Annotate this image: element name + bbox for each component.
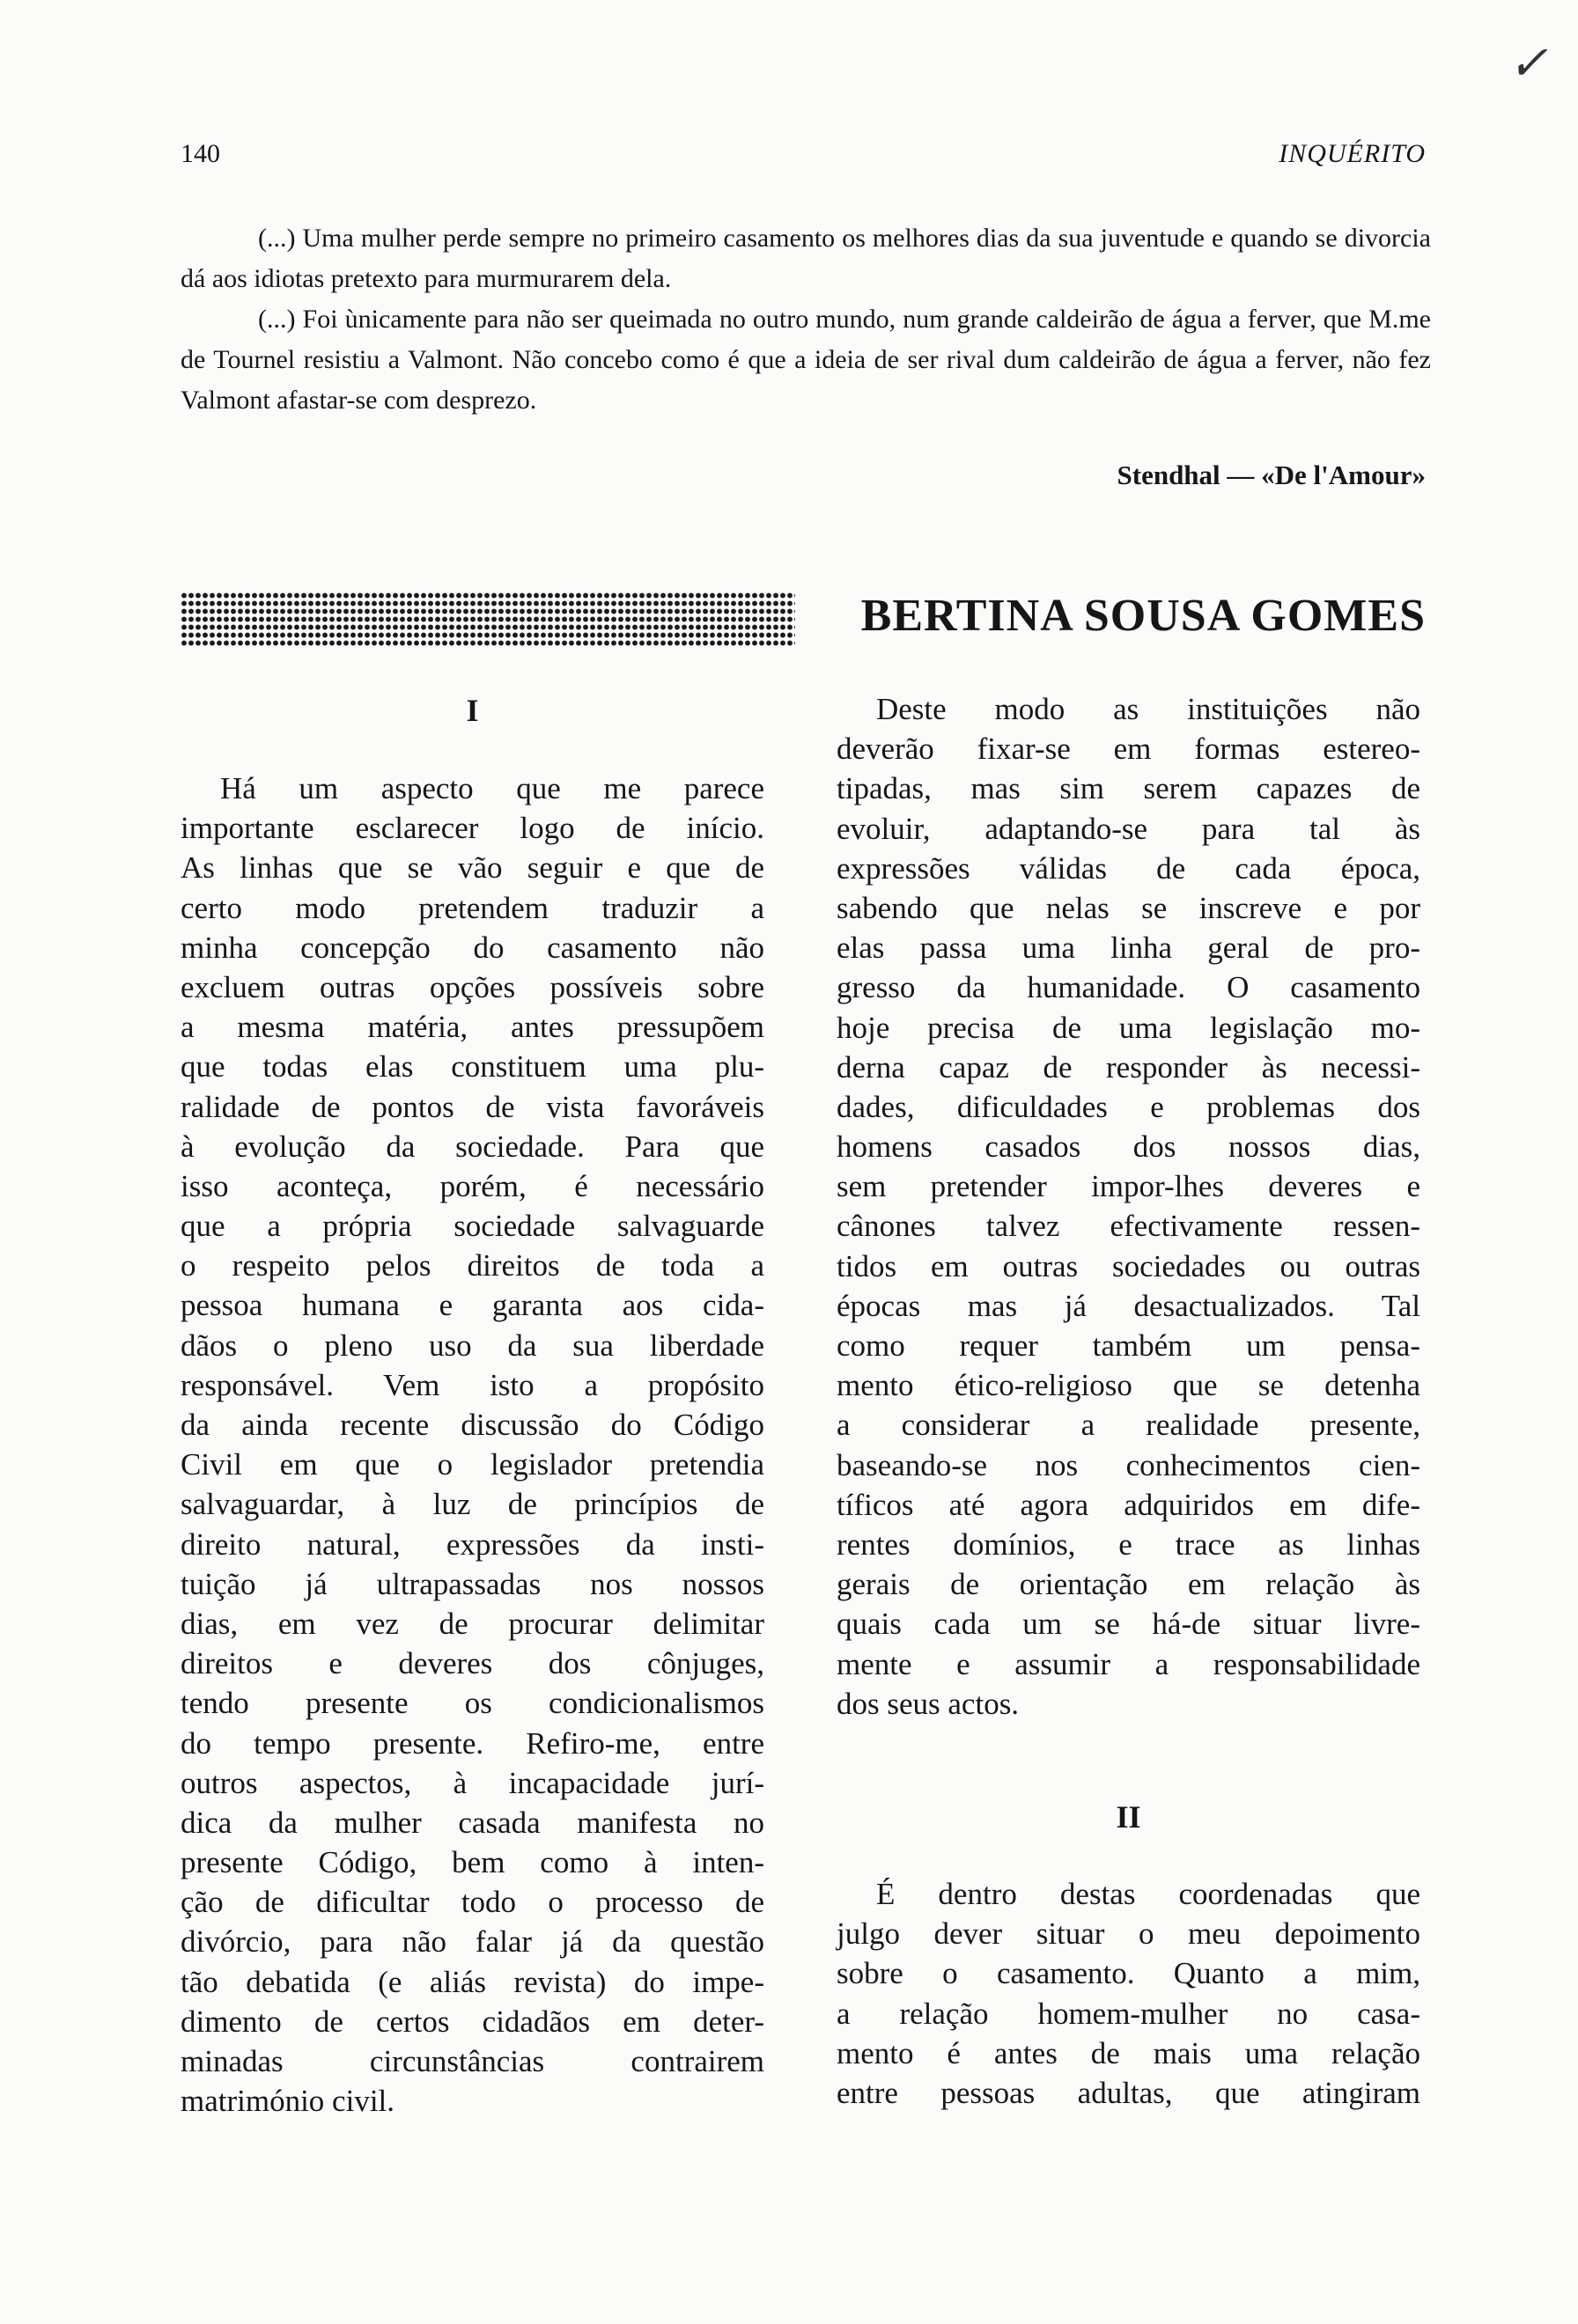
text-line: à evolução da sociedade. Para que [181,1129,764,1164]
text-line: Civil em que o legislador pretendia [181,1447,764,1482]
text-line: outros aspectos, à incapacidade jurí- [181,1765,764,1800]
text-line: que a própria sociedade salvaguarde [181,1209,764,1244]
text-line: importante esclarecer logo de início. [181,811,764,846]
text-line: cânones talvez efectivamente ressen- [837,1209,1420,1244]
text-line: ralidade de pontos de vista favoráveis [181,1089,764,1124]
text-line: gerais de orientação em relação às [837,1567,1420,1602]
text-line: derna capaz de responder às necessi- [837,1049,1420,1085]
epigraph-attribution: Stendhal — «De l'Amour» [1117,460,1426,490]
text-line: divórcio, para não falar já da questão [181,1924,764,1960]
text-line: mente e assumir a responsabilidade [837,1646,1420,1681]
text-line: matrimónio civil. [181,2084,395,2119]
text-line: minadas circunstâncias contrairem [181,2044,764,2078]
text-line: minha concepção do casamento não [181,930,764,965]
text-line: tidos em outras sociedades ou outras [837,1248,1420,1283]
text-line: quais cada um se há-de situar livre- [837,1607,1420,1642]
text-line: hoje precisa de uma legislação mo- [837,1010,1420,1045]
text-line: direitos e deveres dos cônjuges, [181,1646,764,1681]
text-line: presente Código, bem como à inten- [181,1845,764,1880]
text-line: certo modo pretendem traduzir a [181,890,764,925]
section-numeral-2: II [1116,1799,1141,1835]
author-name: BERTINA SOUSA GOMES [860,591,1426,641]
text-line: sobre o casamento. Quanto a mim, [837,1956,1420,1991]
text-line: Há um aspecto que me parece [220,771,764,805]
epigraph-paragraph-1: (...) Uma mulher perde sempre no primeiro casamento os melhores dias da sua juventude e quando se divorcia dá aos idiotas pretexto para murmurarem dela. [181,224,1431,293]
text-line: baseando-se nos conhecimentos cien- [837,1447,1420,1482]
text-line: gresso da humanidade. O casamento [837,970,1420,1005]
text-line: que todas elas constituem uma plu- [181,1049,764,1085]
section-numeral-1: I [466,693,479,728]
left-column-text [181,769,764,2121]
text-line: tuição já ultrapassadas nos nossos [181,1566,764,1601]
text-line: responsável. Vem isto a propósito [181,1367,764,1402]
text-line: É dentro destas coordenadas que [876,1877,1420,1911]
text-line: ção de dificultar todo o processo de [181,1885,764,1920]
text-line: tendo presente os condicionalismos [181,1686,764,1721]
text-line: a relação homem-mulher no casa- [837,1996,1420,2031]
text-line: rentes domínios, e trace as linhas [837,1526,1420,1562]
text-line: excluem outras opções possíveis sobre [181,969,764,1004]
text-line: salvaguardar, à luz de princípios de [181,1487,764,1522]
running-head: INQUÉRITO [1279,139,1426,168]
text-line: a mesma matéria, antes pressupõem [181,1010,764,1045]
text-line: tipadas, mas sim serem capazes de [837,771,1420,806]
text-line: da ainda recente discussão do Código [181,1408,764,1442]
text-line: dades, dificuldades e problemas dos [837,1089,1420,1124]
text-line: mento ético-religioso que se detenha [837,1368,1420,1403]
text-line: dãos o pleno uso da sua liberdade [181,1327,764,1363]
text-line: julgo dever situar o meu depoimento [837,1916,1420,1952]
text-line: épocas mas já desactualizados. Tal [837,1288,1420,1323]
decorative-dot-pattern [181,592,795,646]
text-line: dica da mulher casada manifesta no [181,1805,764,1840]
text-line: mento é antes de mais uma relação [837,2035,1420,2070]
text-line: sabendo que nelas se inscreve e por [837,890,1420,925]
text-line: pessoa humana e garanta aos cida- [181,1288,764,1323]
text-line: sem pretender impor-lhes deveres e [837,1169,1420,1204]
page-number: 140 [181,139,220,168]
text-line: o respeito pelos direitos de toda a [181,1248,764,1283]
text-line: tão debatida (e aliás revista) do impe- [181,1964,764,1999]
text-line: As linhas que se vão seguir e que de [181,850,764,886]
text-line: dias, em vez de procurar delimitar [181,1606,764,1641]
text-line: a considerar a realidade presente, [837,1408,1420,1443]
section-2-text [837,1874,1420,2113]
text-line: evoluir, adaptando-se para tal às [837,811,1420,846]
text-line: deverão fixar-se em formas estereo- [837,732,1420,767]
text-line: dos seus actos. [837,1686,1020,1721]
epigraph-paragraph-2: (...) Foi ùnicamente para não ser queimada no outro mundo, num grande caldeirão de água a ferver, que M.me de Tournel resistiu a Valmont. Não concebo como é que a ideia de ser rival dum caldeirão de água a ferver, não fez Valmont afastar-se com desprezo. [181,305,1431,415]
text-line: dimento de certos cidadãos em deter- [181,2004,764,2039]
text-line: do tempo presente. Refiro-me, entre [181,1725,764,1761]
margin-check-mark: ✓ [1508,37,1548,90]
text-line: direito natural, expressões da insti- [181,1526,764,1562]
right-column-text [837,689,1420,1724]
text-line: isso aconteça, porém, é necessário [181,1168,764,1203]
text-line: homens casados dos nossos dias, [837,1129,1420,1165]
text-line: expressões válidas de cada época, [837,850,1420,886]
text-line: entre pessoas adultas, que atingiram [837,2075,1420,2110]
text-line: como requer também um pensa- [837,1328,1420,1363]
text-line: elas passa uma linha geral de pro- [837,930,1420,966]
text-line: tíficos até agora adquiridos em dife- [837,1487,1420,1522]
text-line: Deste modo as instituições não [876,692,1420,726]
